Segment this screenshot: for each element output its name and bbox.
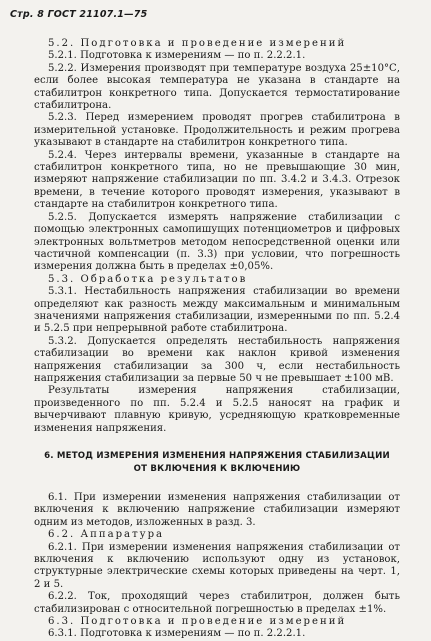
paragraph: 5.3.2. Допускается определять нестабильность напряжения стабилизации во времени как наклон кривой изменения напряжения стабилизации за 300 ч, если нестабильность напряжения стабилизации за первые 50 ч не превышает ±100 мВ. <box>34 335 400 384</box>
subsection-title: 6.3. Подготовка и проведение измерений <box>48 616 347 628</box>
page-content <box>34 38 400 641</box>
paragraph: 6.1. При измерении изменения напряжения стабилизации от включения к включению напряжение стабилизации измеряют одним из методов, изложенных в разд. 3. <box>34 492 400 528</box>
paragraph: 5.2.1. Подготовка к измерениям — по п. 2.2.2.1. <box>48 50 306 62</box>
section-heading-line: ОТ ВКЛЮЧЕНИЯ К ВКЛЮЧЕНИЮ <box>133 464 301 474</box>
paragraph: 5.2.2. Измерения производят при температуре воздуха 25±10°С, если более высокая температура не указана в стандарте на стабилитрон конкретного типа. Допускается термостатирование стабилитрона. <box>34 62 400 112</box>
page-header: Стр. 8 ГОСТ 21107.1—75 <box>10 9 148 20</box>
paragraph: 6.3.1. Подготовка к измерениям — по п. 2.2.2.1. <box>48 628 306 640</box>
section-heading <box>34 450 400 476</box>
subsection-title: 6.2. Аппаратура <box>48 529 165 541</box>
paragraph: 5.3.1. Нестабильность напряжения стабилизации во времени определяют как разность между максимальным и минимальным значениями напряжения стабилизации, измеренными по пп. 5.2.4 и 5.2.5 при непрерывной работе стабилитрона. <box>34 286 400 335</box>
section-heading-line: 6. МЕТОД ИЗМЕРЕНИЯ ИЗМЕНЕНИЯ НАПРЯЖЕНИЯ СТАБИЛИЗАЦИИ <box>44 451 390 461</box>
subsection-title: 5.2. Подготовка и проведение измерений <box>48 38 347 49</box>
paragraph: 5.2.4. Через интервалы времени, указанные в стандарте на стабилитрон конкретного типа, но не превышающие 30 мин, измеряют напряжение стабилизации по пп. 3.4.2 и 3.4.3. Отрезок времени, в течение которого проводят измерения, указывают в стандарте на стабилитрон конкретного типа. <box>34 149 400 211</box>
paragraph: Результаты измерения напряжения стабилизации, произведенного по пп. 5.2.4 и 5.2.5 наносят на график и вычерчивают плавную кривую, усредняющую кратковременные изменения напряжения. <box>34 385 400 434</box>
paragraph: 5.2.3. Перед измерением проводят прогрев стабилитрона в измерительной установке. Продолжительность и режим прогрева указывают в стандарте на стабилитрон конкретного типа. <box>34 112 400 149</box>
paragraph: 5.2.5. Допускается измерять напряжение стабилизации с помощью электронных самопишущих потенциометров и цифровых электронных вольтметров методом непосредственной оценки или частичной компенсации (п. 3.3) при условии, что погрешность измерения должна быть в пределах ±0,05%. <box>34 211 400 273</box>
paragraph: 6.2.1. При измерении изменения напряжения стабилизации от включения к включению используют одну из установок, структурные электрические схемы которых приведены на черт. 1, 2 и 5. <box>34 541 400 590</box>
paragraph: 6.2.2. Ток, проходящий через стабилитрон, должен быть стабилизирован с относительной погрешностью в пределах ±1%. <box>34 591 400 615</box>
subsection-title: 5.3. Обработка результатов <box>48 273 248 285</box>
